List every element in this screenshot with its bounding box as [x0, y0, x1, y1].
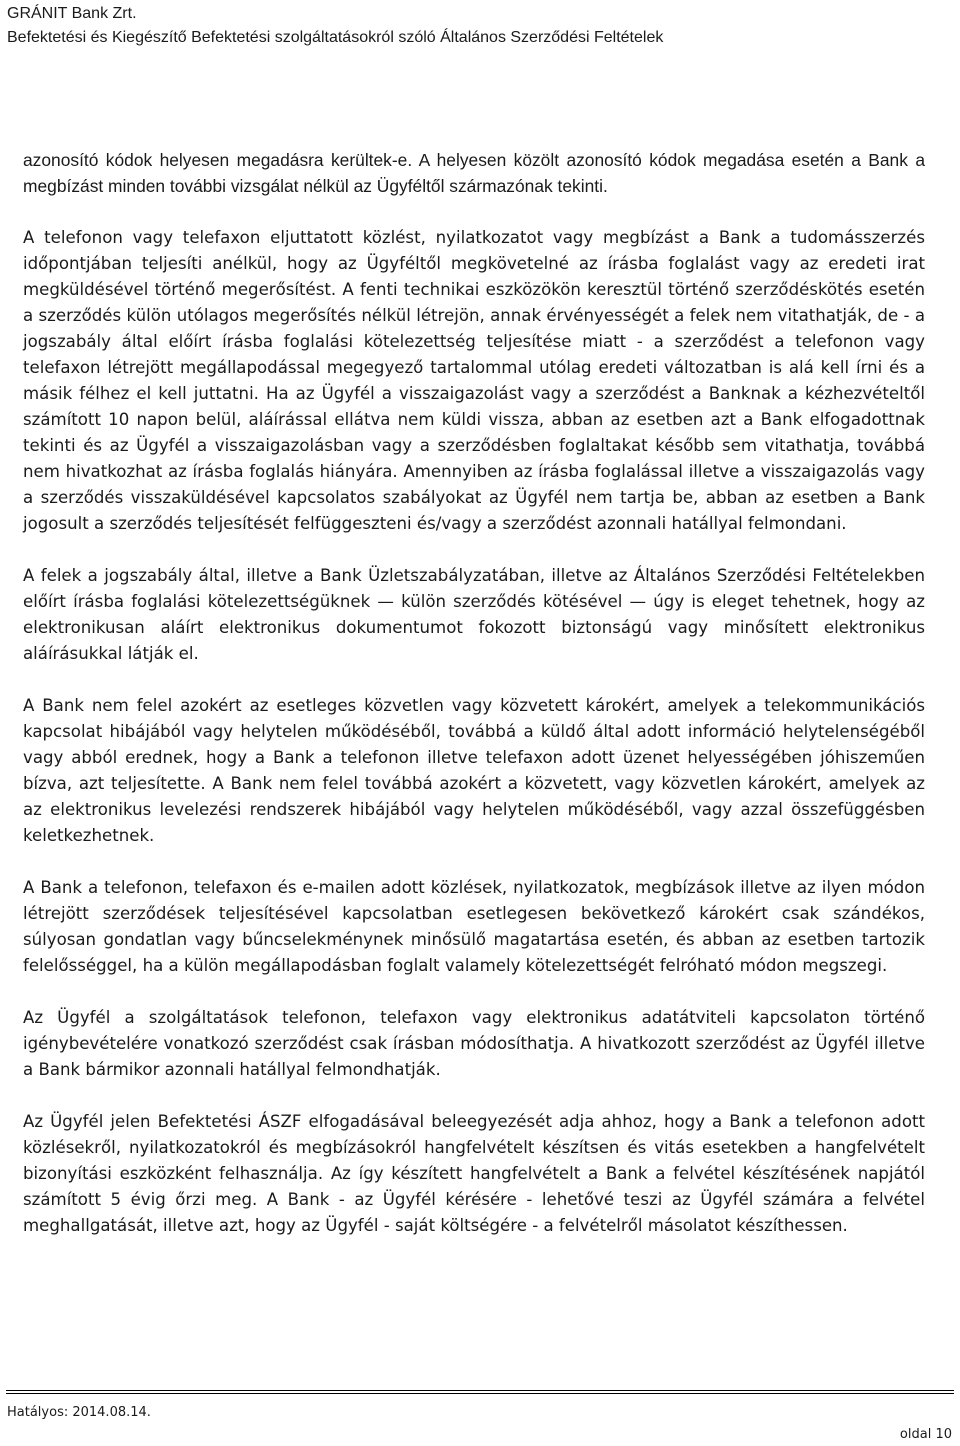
effective-date: Hatályos: 2014.08.14. — [7, 1405, 151, 1420]
company-name: GRÁNIT Bank Zrt. — [7, 5, 137, 22]
page-header — [7, 2, 663, 50]
paragraph-7: Az Ügyfél jelen Befektetési ÁSZF elfogadásával beleegyezését adja ahhoz, hogy a Bank a telefonon adott közlésekről, nyilatkozatokról és megbízásokról hangfelvételt készítsen és vitás esetekben a hangfelvételt bizonyítási eszközként felhasználja. Az így készített hangfelvételt a Bank a felvétel készítésének napjától számított 5 évig őrzi meg. A Bank - az Ügyfél kérésére - lehetővé teszi az Ügyfél számára a felvétel meghallgatását, illetve azt, hogy az Ügyfél - saját költségére - a felvételről másolatot készíthessen. — [23, 1112, 925, 1235]
paragraph-4: A Bank nem felel azokért az esetleges közvetlen vagy közvetett károkért, amelyek a telekommunikációs kapcsolat hibájából vagy helytelen működéséből, továbbá a küldő által adott információ helytelenségéből vagy abból erednek, hogy a Bank a telefonon illetve telefaxon adott üzenet helyességében jóhiszeműen bízva, azt teljesítette. A Bank nem felel továbbá azokért a közvetett, vagy közvetlen károkért, amelyek az az elektronikus levelezési rendszerek hibájából vagy helytelen működéséből, vagy azzal összefüggésben keletkezhetnek. — [23, 696, 925, 845]
footer-divider — [6, 1390, 954, 1394]
paragraph-2: A telefonon vagy telefaxon eljuttatott közlést, nyilatkozatot vagy megbízást a Bank a tudomásszerzés időpontjában teljesíti anélkül, hogy az Ügyféltől megkövetelné az írásba foglalást vagy az eredeti irat megküldésével történő megerősítést. A fenti technikai eszközökön keresztül történő szerződéskötés esetén a szerződés külön utólagos megerősítés nélkül létrejön, annak érvényességét a felek nem vitathatják, de - a jogszabály által előírt írásba foglalási kötelezettség teljesítése miatt - a szerződést a telefonon vagy telefaxon létrejött megállapodással megegyező tartalommal utólag eredeti változatban is alá kell írni és a másik félhez el kell juttatni. Ha az Ügyfél a visszaigazolást vagy a szerződést a Banknak a kézhezvételtől számított 10 napon belül, aláírással ellátva nem küldi vissza, abban az esetben azt a Bank elfogadottnak tekinti és az Ügyfél a visszaigazolásban vagy a szerződésben foglaltakat később sem vitathatja, továbbá nem hivatkozhat az írásba foglalás hiányára. Amennyiben az írásba foglalással illetve a visszaigazolás vagy a szerződés visszaküldésével kapcsolatos szabályokat az Ügyfél nem tartja be, abban az esetben a Bank jogosult a szerződés teljesítését felfüggeszteni és/vagy a szerződést azonnali hatállyal felmondani. — [23, 228, 925, 533]
paragraph-5: A Bank a telefonon, telefaxon és e-mailen adott közlések, nyilatkozatok, megbízások illetve az ilyen módon létrejött szerződések teljesítésével kapcsolatban esetlegesen bekövetkező károkért csak szándékos, súlyosan gondatlan vagy bűncselekménynek minősülő magatartása esetén, és abban az esetben tartozik felelősséggel, ha a külön megállapodásban foglalt valamely kötelezettségét felróható módon megszegi. — [23, 878, 925, 975]
paragraph-1: azonosító kódok helyesen megadásra kerültek-e. A helyesen közölt azonosító kódok megadása esetén a Bank a megbízást minden további vizsgálat nélkül az Ügyféltől származónak tekinti. — [23, 150, 925, 196]
document-body — [23, 147, 925, 1239]
page-number: oldal 10 — [899, 1427, 952, 1442]
document-title: Befektetési és Kiegészítő Befektetési szolgáltatásokról szóló Általános Szerződési Feltételek — [7, 29, 664, 46]
paragraph-6: Az Ügyfél a szolgáltatások telefonon, telefaxon vagy elektronikus adatátviteli kapcsolaton történő igénybevételére vonatkozó szerződést csak írásban módosíthatja. A hivatkozott szerződést az Ügyfél illetve a Bank bármikor azonnali hatállyal felmondhatják. — [23, 1008, 925, 1079]
paragraph-3: A felek a jogszabály által, illetve a Bank Üzletszabályzatában, illetve az Általános Szerződési Feltételekben előírt írásba foglalási kötelezettségüknek — külön szerződés kötésével — úgy is eleget tehetnek, hogy az elektronikusan aláírt elektronikus dokumentumot fokozott biztonságú vagy minősített elektronikus aláírásukkal látják el. — [23, 566, 925, 663]
